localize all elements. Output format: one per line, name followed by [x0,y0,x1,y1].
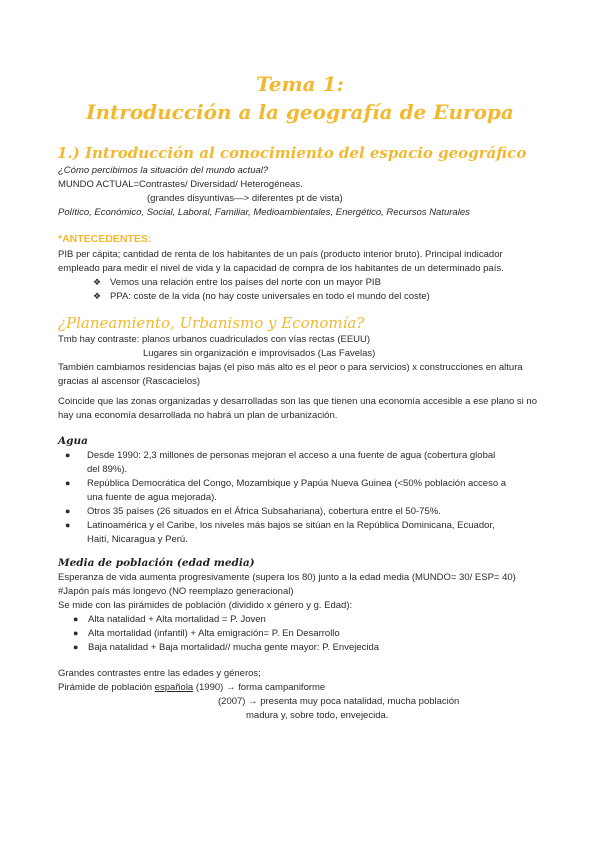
antecedentes-bullet-1: Vemos una relación entre los países del norte con un mayor PIB [110,277,381,288]
section-2-line-5: Coincide que las zonas organizadas y desarrolladas son las que tienen una economía accesible a ese plano si no [58,396,538,407]
pib-line-2: empleado para medir el nivel de vida y la capacidad de compra de los habitantes de un determinado país. [58,263,504,274]
agua-item-3-line-1: Otros 35 países (26 situados en el África Subsahariana), cobertura entre el 50-75%. [87,506,441,517]
piramide-post: (1990) → forma campaniforme [193,682,326,693]
poblacion-heading: Media de población (edad media) [58,557,255,569]
agua-item-4-line-1: Latinoamérica y el Caribe, los niveles más bajos se sitúan en la República Dominicana, Ecuador, [87,520,495,531]
section-1-question: ¿Cómo percibimos la situación del mundo actual? [58,165,269,176]
pib-line-1: PIB per cápita; cantidad de renta de los habitantes de un país (producto interior bruto). Principal indicador [58,249,503,260]
agua-item-2-line-2: una fuente de agua mejorada). [87,492,217,503]
bullet-icon: ● [73,642,79,652]
section-2-line-3: También cambiamos residencias bajas (el piso más alto es el peor o para servicios) x construcciones en altura [58,362,523,373]
poblacion-item-1: Alta natalidad + Alta mortalidad = P. Joven [88,614,266,625]
bullet-icon: ● [73,628,79,638]
bullet-icon: ● [65,520,71,530]
diamond-bullet-icon: ❖ [93,291,102,301]
agua-heading: Agua [58,435,88,447]
section-2-heading: ¿Planeamiento, Urbanismo y Economía? [58,314,365,332]
diamond-bullet-icon: ❖ [93,277,102,287]
section-1-heading: 1.) Introducción al conocimiento del espacio geográfico [57,144,527,162]
bullet-icon: ● [65,478,71,488]
agua-item-1-line-2: del 89%). [87,464,128,475]
title-line-2: Introducción a la geografía de Europa [86,100,514,124]
piramide-2007-line-1: (2007) → presenta muy poca natalidad, mucha población [218,696,460,707]
bullet-icon: ● [73,614,79,624]
piramide-line [58,681,325,694]
poblacion-line-2: #Japón país más longevo (NO reemplazo generacional) [58,586,294,597]
mundo-actual: MUNDO ACTUAL=Contrastes/ Diversidad/ Heterogéneas. [58,179,303,190]
grandes-disyuntivas: (grandes disyuntivas—> diferentes pt de vista) [147,193,343,204]
section-2-line-4: gracias al ascensor (Rascacielos) [58,376,201,387]
bullet-icon: ● [65,450,71,460]
section-2-line-6: hay una economía desarrollada no habrá un plan de urbanización. [58,410,338,421]
piramide-2007-line-2: madura y, sobre todo, envejecida. [246,710,389,721]
agua-item-1-line-1: Desde 1990: 2,3 millones de personas mejoran el acceso a una fuente de agua (cobertura global [87,450,496,461]
poblacion-line-1: Esperanza de vida aumenta progresivamente (supera los 80) junto a la edad media (MUNDO= 30/ ESP= 40) [58,572,516,583]
piramide-pre: Pirámide de población [58,682,155,693]
contrastes-line: Grandes contrastes entre las edades y géneros; [58,668,261,679]
antecedentes-bullet-2: PPA: coste de la vida (no hay coste universales en todo el mundo del coste) [110,291,430,302]
aspects-list: Político, Económico, Social, Laboral, Familiar, Medioambientales, Energético, Recursos Naturales [58,207,470,218]
section-2-line-2: Lugares sin organización e improvisados (Las Favelas) [143,348,376,359]
bullet-icon: ● [65,506,71,516]
agua-item-4-line-2: Haití, Nicaragua y Perú. [87,534,188,545]
agua-item-2-line-1: República Democrática del Congo, Mozambique y Papúa Nueva Guinea (<50% población acceso a [87,478,507,489]
poblacion-item-2: Alta mortalidad (infantil) + Alta emigración= P. En Desarrollo [88,628,340,639]
title-line-1: Tema 1: [256,72,344,96]
poblacion-line-3: Se mide con las pirámides de población (dividido x género y g. Edad): [58,600,353,611]
piramide-word: española [154,682,194,693]
antecedentes-heading: *ANTECEDENTES: [58,233,152,245]
poblacion-item-3: Baja natalidad + Baja mortalidad// mucha gente mayor: P. Envejecida [88,642,380,653]
section-2-line-1: Tmb hay contraste: planos urbanos cuadriculados con vías rectas (EEUU) [58,334,371,345]
